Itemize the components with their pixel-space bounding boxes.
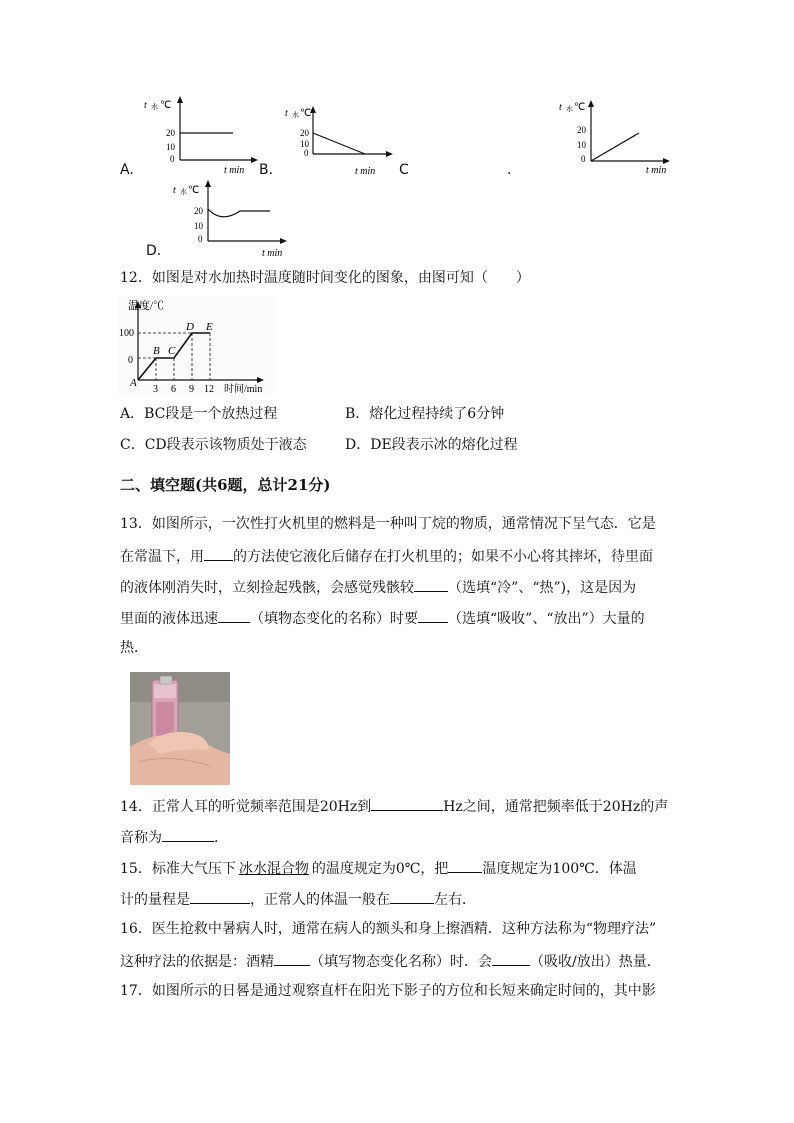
q13-line2: 在常温下，用 的方法使它液化后储存在打火机里的；如果不小心将其摔坏，待里面 xyxy=(120,546,653,566)
q12-xtick-12: 12 xyxy=(204,384,214,395)
option-c-dot: . xyxy=(507,162,512,178)
q16-blank-1[interactable] xyxy=(274,951,310,966)
q12-point-b: B xyxy=(153,345,160,357)
q16-line2: 这种疗法的依据是：酒精 （填写物态变化名称）时．会 （吸收/放出）热量． xyxy=(120,951,661,971)
q15-line2: 计的量程是 ，正常人的体温一般在 左右． xyxy=(120,889,476,909)
q14-line2: 音称为 ． xyxy=(120,827,228,847)
q12-xtick-9: 9 xyxy=(189,384,194,395)
svg-text:0: 0 xyxy=(581,154,586,164)
svg-text:20: 20 xyxy=(577,125,586,135)
svg-text:t: t xyxy=(144,100,147,111)
q12-xtick-3: 3 xyxy=(153,384,158,395)
svg-text:0: 0 xyxy=(170,154,175,164)
svg-text:t min: t min xyxy=(262,248,283,258)
svg-text:t min: t min xyxy=(646,165,667,176)
svg-text:t min: t min xyxy=(224,165,245,176)
svg-text:10: 10 xyxy=(166,142,175,152)
svg-text:10: 10 xyxy=(194,221,203,231)
svg-text:水: 水 xyxy=(292,111,299,119)
q14-line1: 14．正常人耳的听觉频率范围是20Hz到 Hz之间，通常把频率低于20Hz的声 xyxy=(120,796,668,816)
svg-text:t min: t min xyxy=(355,166,376,177)
svg-text:水: 水 xyxy=(151,103,158,111)
q13-blank-3[interactable] xyxy=(218,608,250,623)
graph-option-c xyxy=(553,98,678,178)
svg-text:20: 20 xyxy=(166,128,175,138)
svg-text:水: 水 xyxy=(566,105,573,113)
svg-text:0: 0 xyxy=(198,234,203,244)
q15-line1: 15．标准大气压下 冰水混合物 的温度规定为0℃，把 温度规定为100℃．体温 xyxy=(120,858,637,878)
q12-ytick-100: 100 xyxy=(119,328,134,339)
svg-text:0: 0 xyxy=(304,148,309,158)
q12-option-a: A．BC段是一个放热过程 xyxy=(120,406,278,422)
lighter-photo xyxy=(130,672,230,785)
q13-blank-2[interactable] xyxy=(414,577,448,592)
q12-ytick-0: 0 xyxy=(128,355,133,366)
q13-line4: 里面的液体迅速 （填物态变化的名称）时要 （选填“吸收”、“放出”）大量的 xyxy=(120,608,645,628)
q12-xlabel: 时间/min xyxy=(224,384,263,395)
q12-option-b: B．熔化过程持续了6分钟 xyxy=(345,406,505,422)
q15-blank-3[interactable] xyxy=(390,889,434,904)
q14-blank-2[interactable] xyxy=(162,827,214,842)
q13-line5: 热． xyxy=(120,640,148,656)
svg-text:20: 20 xyxy=(194,206,203,216)
q12-point-d: D xyxy=(186,321,194,333)
q15-underlined-answer: 冰水混合物 xyxy=(238,861,309,877)
section-heading: 二、填空题(共6题，总计21分) xyxy=(120,476,331,494)
q16-blank-2[interactable] xyxy=(492,951,530,966)
option-d-label: D. xyxy=(146,243,162,259)
q17-line1: 17．如图所示的日晷是通过观察直杆在阳光下影子的方位和长短来确定时间的，其中影 xyxy=(120,983,656,999)
q12-graph xyxy=(118,296,273,396)
svg-text:℃: ℃ xyxy=(300,108,312,119)
option-c-label: C xyxy=(399,162,409,178)
option-a-label: A. xyxy=(120,162,134,178)
graph-option-a xyxy=(140,96,265,176)
q12-point-a: A xyxy=(130,377,137,389)
svg-text:水: 水 xyxy=(180,188,187,196)
q12-ylabel: 温度/℃ xyxy=(128,300,165,312)
svg-text:10: 10 xyxy=(577,140,586,150)
graph-option-b xyxy=(283,104,403,180)
graph-option-d xyxy=(170,178,295,258)
q12-option-c: C．CD段表示该物质处于液态 xyxy=(120,437,307,453)
q15-blank-1[interactable] xyxy=(448,858,482,873)
svg-text:℃: ℃ xyxy=(574,102,586,113)
svg-text:10: 10 xyxy=(300,139,309,149)
svg-text:20: 20 xyxy=(300,128,309,138)
q12-point-c: C xyxy=(168,345,176,357)
svg-text:t: t xyxy=(173,185,176,196)
q12-point-e: E xyxy=(206,321,213,333)
q13-blank-4[interactable] xyxy=(418,608,448,623)
svg-text:℃: ℃ xyxy=(160,100,172,111)
q16-line1: 16．医生抢救中暑病人时，通常在病人的额头和身上擦酒精．这种方法称为“物理疗法” xyxy=(120,921,657,937)
q12-option-d: D．DE段表示冰的熔化过程 xyxy=(345,437,518,453)
q13-blank-1[interactable] xyxy=(204,546,233,561)
q13-line3: 的液体刚消失时，立刻捡起残骸，会感觉残骸较 （选填“冷”、“热”)，这是因为 xyxy=(120,577,636,597)
svg-text:℃: ℃ xyxy=(188,185,200,196)
q12-stem: 12．如图是对水加热时温度随时间变化的图象，由图可知（ ） xyxy=(120,270,530,286)
q15-blank-2[interactable] xyxy=(190,889,250,904)
svg-text:t: t xyxy=(285,108,288,119)
q14-blank-1[interactable] xyxy=(371,796,443,811)
q13-line1: 13．如图所示，一次性打火机里的燃料是一种叫丁烷的物质，通常情况下呈气态．它是 xyxy=(120,516,656,532)
q12-xtick-6: 6 xyxy=(171,384,176,395)
svg-text:t: t xyxy=(559,102,562,113)
option-b-label: B. xyxy=(259,162,274,178)
